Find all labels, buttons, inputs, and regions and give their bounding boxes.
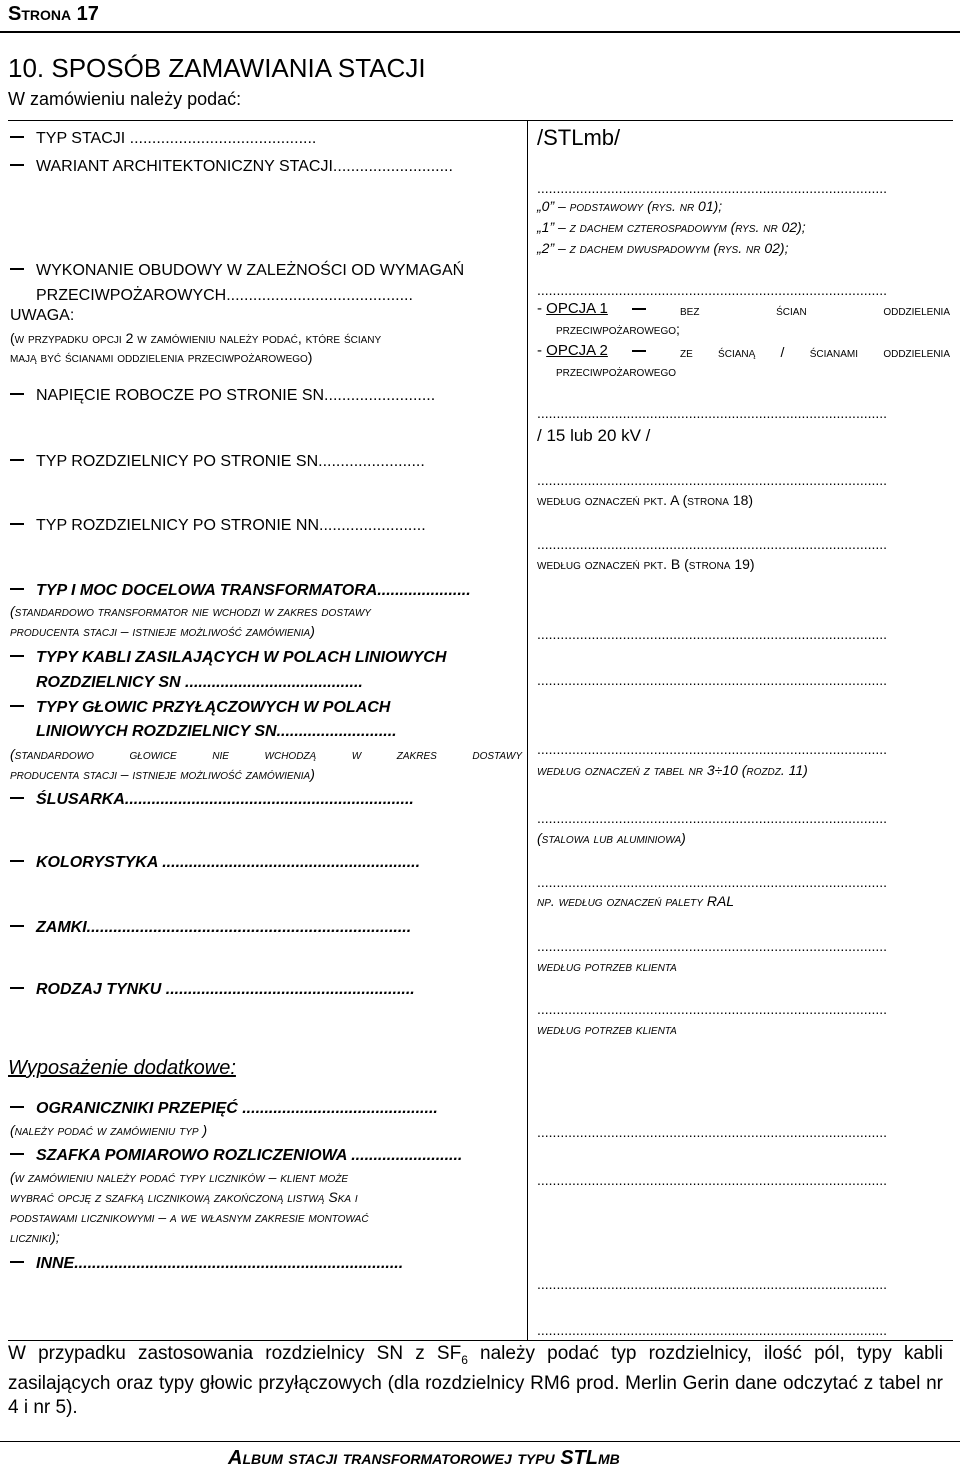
item-napiecie: NAPIĘCIE ROBOCZE PO STRONIE SN......................... <box>10 387 435 405</box>
item-szafka: SZAFKA POMIAROWO ROZLICZENIOWA ......................... <box>10 1147 462 1165</box>
transformator-note-2: producenta stacji – istnieje możliwość zamówienia) <box>10 623 315 639</box>
tynk-value: według potrzeb klienta <box>537 1021 677 1037</box>
dash-icon <box>10 655 24 657</box>
inne-dots-2: .......................................................................................... <box>537 1322 888 1338</box>
header-rule <box>0 31 960 33</box>
ograniczniki-dots: .......................................................................................... <box>537 1124 888 1140</box>
wariant-dots: .......................................................................................... <box>537 180 888 196</box>
glowice-note-1: (standardowo głowice nie wchodzą w zakres dostawy <box>10 746 522 762</box>
dash-icon <box>10 925 24 927</box>
dash-icon <box>10 523 24 525</box>
wariant-option-1: „1” – z dachem czterospadowym (rys. nr 02); <box>537 219 806 235</box>
opcja-1-text: bez ścian oddzielenia <box>680 302 950 318</box>
page-number: Strona 17 <box>8 3 99 25</box>
tynk-dots: .......................................................................................... <box>537 1001 888 1017</box>
kolorystyka-dots: .......................................................................................... <box>537 874 888 890</box>
dash-icon <box>10 1261 24 1263</box>
wykonanie-dots: .......................................................................................... <box>537 282 888 298</box>
item-wykonanie: WYKONANIE OBUDOWY W ZALEŻNOŚCI OD WYMAGAŃ <box>10 262 464 280</box>
typ-stacji-value: /STLmb/ <box>537 125 621 150</box>
dash-icon <box>10 797 24 799</box>
kable-dots: .......................................................................................... <box>537 672 888 688</box>
szafka-note-2: wybrać opcję z szafką licznikową zakończoną listwą Ska i <box>10 1189 358 1205</box>
dash-icon <box>10 987 24 989</box>
slusarka-value: (stalowa lub aluminiowa) <box>537 830 686 846</box>
opcja-1: - OPCJA 1 <box>537 300 666 317</box>
item-tynk: RODZAJ TYNKU ........................................................ <box>10 981 415 999</box>
dash-icon <box>10 136 24 138</box>
section-title: 10. SPOSÓB ZAMAWIANIA STACJI <box>8 53 426 83</box>
form-bottom-rule <box>8 1340 953 1341</box>
section-subtitle: W zamówieniu należy podać: <box>8 89 242 109</box>
zamki-dots: .......................................................................................... <box>537 938 888 954</box>
dash-icon <box>10 1106 24 1108</box>
wariant-option-2: „2” – z dachem dwuspadowym (rys. nr 02); <box>537 240 789 256</box>
opcja-2-text2: przeciwpożarowego <box>556 363 676 379</box>
glowice-value: według oznaczeń z tabel nr 3÷10 (rozdz. 11) <box>537 762 808 778</box>
rozdzielnica-nn-dots: .......................................................................................... <box>537 536 888 552</box>
szafka-note-4: liczniki); <box>10 1229 60 1245</box>
dash-icon <box>10 588 24 590</box>
dash-icon <box>10 268 24 270</box>
additional-heading: Wyposażenie dodatkowe: <box>8 1057 236 1079</box>
rozdzielnica-sn-dots: .......................................................................................... <box>537 472 888 488</box>
glowice-dots: .......................................................................................... <box>537 741 888 757</box>
footer-rule <box>0 1441 960 1442</box>
napiecie-value: / 15 lub 20 kV / <box>537 426 651 445</box>
item-wykonanie-line2: PRZECIWPOŻAROWYCH.......................................... <box>36 287 413 304</box>
uwaga-title: UWAGA: <box>10 307 75 324</box>
dash-icon <box>10 1153 24 1155</box>
item-glowice: TYPY GŁOWIC PRZYŁĄCZOWYCH W POLACH <box>10 699 390 717</box>
item-inne: INNE.......................................................................... <box>10 1255 403 1273</box>
szafka-note-3: podstawami licznikowymi – a we własnym zakresie montować <box>10 1209 369 1225</box>
szafka-dots: .......................................................................................... <box>537 1172 888 1188</box>
ograniczniki-note: (należy podać w zamówieniu typ ) <box>10 1122 208 1138</box>
szafka-note-1: (w zamówieniu należy podać typy liczników – klient może <box>10 1169 349 1185</box>
wariant-option-0: „0” – podstawowy (rys. nr 01); <box>537 198 723 214</box>
transformator-note-1: (standardowo transformator nie wchodzi w zakres dostawy <box>10 603 371 619</box>
form-column-divider <box>527 120 528 1340</box>
item-slusarka: ŚLUSARKA................................................................. <box>10 791 414 809</box>
footer-title: Album stacji transformatorowej typu STLmb <box>228 1447 620 1469</box>
kolorystyka-value: np. według oznaczeń palety RAL <box>537 893 735 909</box>
item-rozdzielnica-sn: TYP ROZDZIELNICY PO STRONIE SN........................ <box>10 453 425 471</box>
opcja-1-text2: przeciwpożarowego; <box>556 321 680 337</box>
item-glowice-line2: LINIOWYCH ROZDZIELNICY SN........................... <box>36 723 397 740</box>
dash-icon <box>10 164 24 166</box>
item-kable-line2: ROZDZIELNICY SN ........................................ <box>36 674 363 691</box>
dash-icon <box>10 459 24 461</box>
rozdzielnica-sn-value: według oznaczeń pkt. A (strona 18) <box>537 492 754 508</box>
item-kolorystyka: KOLORYSTYKA .......................................................... <box>10 854 420 872</box>
glowice-note-2: producenta stacji – istnieje możliwość zamówienia) <box>10 766 315 782</box>
slusarka-dots: .......................................................................................... <box>537 810 888 826</box>
item-rozdzielnica-nn: TYP ROZDZIELNICY PO STRONIE NN........................ <box>10 517 426 535</box>
item-ograniczniki: OGRANICZNIKI PRZEPIĘĆ ............................................ <box>10 1100 438 1118</box>
item-wariant: WARIANT ARCHITEKTONICZNY STACJI........................... <box>10 158 453 176</box>
form-top-rule <box>8 120 953 121</box>
dash-icon <box>10 860 24 862</box>
inne-dots: .......................................................................................... <box>537 1276 888 1292</box>
opcja-2-text: ze ścianą / ścianami oddzielenia <box>680 344 950 360</box>
item-typ-stacji: TYP STACJI .......................................... <box>10 130 316 148</box>
final-note: W przypadku zastosowania rozdzielnicy SN z $SF_6$ należy podać typ rozdzielnicy, ilość pól, typy kabli zasilających oraz typy głowic przyłączowych (dla rozdzielnicy RM6 prod. Merlin Gerin dane odczytać z tabel nr 4 i nr 5). <box>8 1343 943 1418</box>
uwaga-line-1: (w przypadku opcji 2 w zamówieniu należy podać, które ściany <box>10 330 382 346</box>
rozdzielnica-nn-value: według oznaczeń pkt. B (strona 19) <box>537 556 755 572</box>
napiecie-dots: .......................................................................................... <box>537 405 888 421</box>
item-zamki: ZAMKI......................................................................... <box>10 919 411 937</box>
uwaga-line-2: mają być ścianami oddzielenia przeciwpożarowego) <box>10 349 313 365</box>
dash-icon <box>10 705 24 707</box>
dash-icon <box>10 393 24 395</box>
item-kable: TYPY KABLI ZASILAJĄCYCH W POLACH LINIOWYCH <box>10 649 446 667</box>
zamki-value: według potrzeb klienta <box>537 958 677 974</box>
item-transformator: TYP I MOC DOCELOWA TRANSFORMATORA..................... <box>10 582 471 600</box>
transformator-dots: .......................................................................................... <box>537 626 888 642</box>
opcja-2: - OPCJA 2 <box>537 342 666 359</box>
